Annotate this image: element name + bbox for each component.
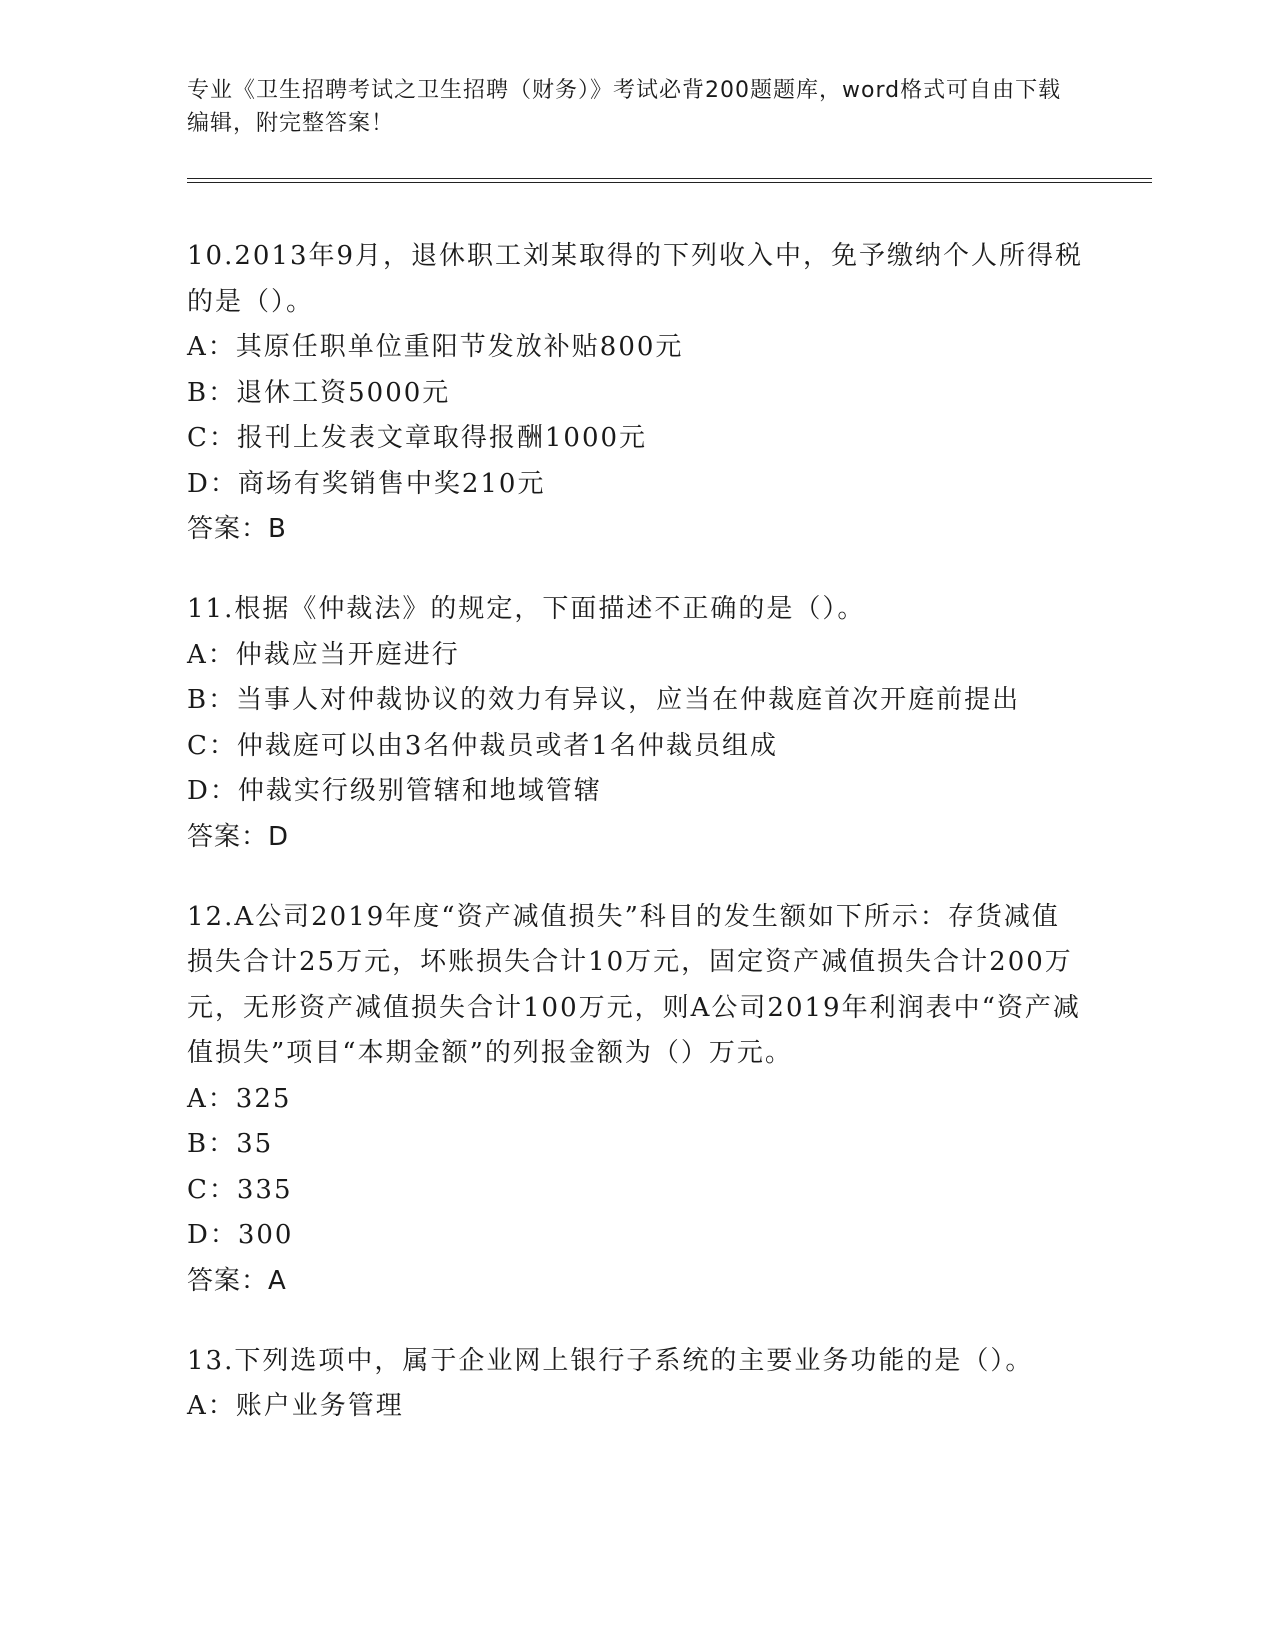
option-d: D：商场有奖销售中奖210元 bbox=[187, 468, 546, 499]
document-header: 专业《卫生招聘考试之卫生招聘（财务）》考试必背200题题库，word格式可自由下载编辑，附完整答案！ bbox=[187, 78, 1062, 136]
question-10 bbox=[187, 234, 1087, 552]
question-text: 11.根据《仲裁法》的规定，下面描述不正确的是（）。 bbox=[187, 594, 866, 624]
option-a: A：325 bbox=[187, 1083, 292, 1114]
option-d: D：仲裁实行级别管辖和地域管辖 bbox=[187, 776, 602, 806]
option-b: B：退休工资5000元 bbox=[187, 377, 451, 408]
question-13 bbox=[187, 1339, 1087, 1430]
option-c: C：仲裁庭可以由3名仲裁员或者1名仲裁员组成 bbox=[187, 730, 778, 761]
option-d: D：300 bbox=[187, 1220, 294, 1250]
answer: 答案：D bbox=[187, 821, 290, 852]
question-list bbox=[187, 234, 1087, 1465]
question-text: 12.A公司2019年度“资产减值损失”科目的发生额如下所示：存货减值损失合计25万元，坏账损失合计10万元，固定资产减值损失合计200万元，无形资产减值损失合计100万元，则A公司2019年利润表中“资产减值损失”项目“本期金额”的列报金额为（）万元。 bbox=[187, 901, 1081, 1068]
option-b: B：当事人对仲裁协议的效力有异议，应当在仲裁庭首次开庭前提出 bbox=[187, 685, 1021, 715]
option-a: A：其原任职单位重阳节发放补贴800元 bbox=[187, 332, 684, 362]
question-text: 10.2013年9月，退休职工刘某取得的下列收入中，免予缴纳个人所得税的是（）。 bbox=[187, 241, 1084, 317]
answer: 答案：A bbox=[187, 1265, 287, 1296]
answer: 答案：B bbox=[187, 514, 287, 544]
option-a: A：账户业务管理 bbox=[187, 1391, 404, 1421]
option-a: A：仲裁应当开庭进行 bbox=[187, 639, 460, 670]
option-b: B：35 bbox=[187, 1129, 274, 1159]
option-c: C：报刊上发表文章取得报酬1000元 bbox=[187, 423, 648, 453]
question-12 bbox=[187, 895, 1087, 1304]
header-divider-bottom bbox=[187, 182, 1152, 183]
question-11 bbox=[187, 587, 1087, 860]
header-divider-top bbox=[187, 178, 1152, 179]
option-c: C：335 bbox=[187, 1174, 293, 1205]
question-text: 13.下列选项中，属于企业网上银行子系统的主要业务功能的是（）。 bbox=[187, 1345, 1034, 1376]
